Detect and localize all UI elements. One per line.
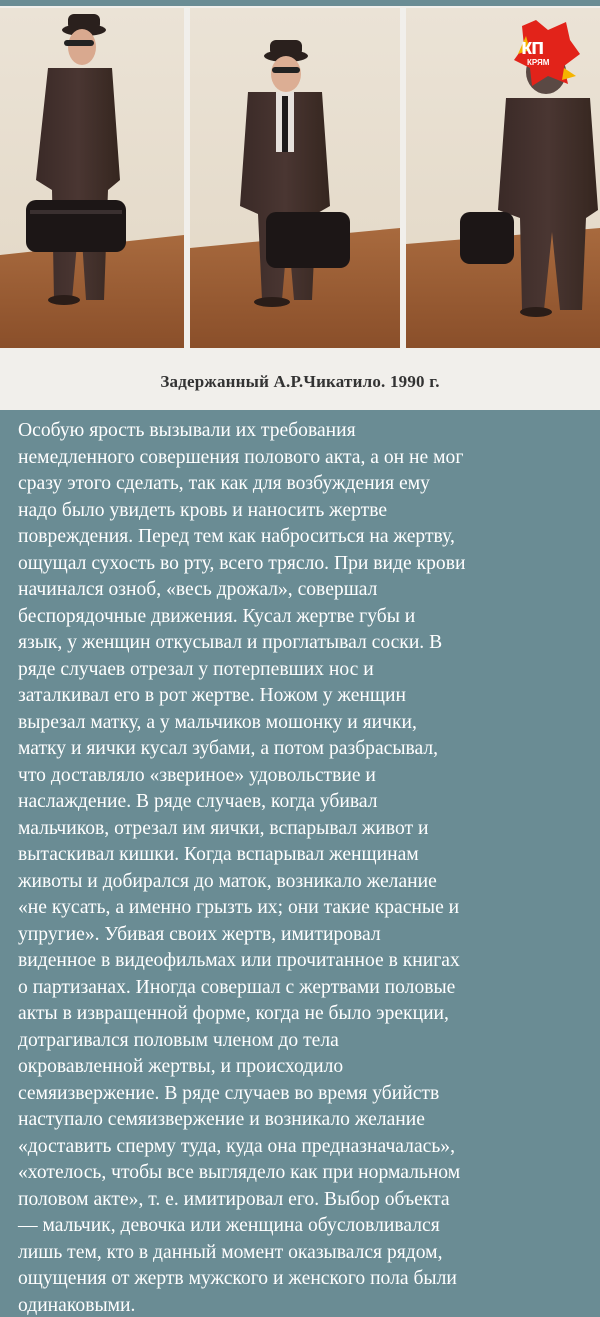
article-line: начинался озноб, «весь дрожал», совершал [18, 579, 378, 600]
article-line: «хотелось, чтобы все выглядело как при нормальном [18, 1162, 461, 1183]
article-line: «не кусать, а именно грызть их; они такие красные и [18, 897, 460, 918]
article-line: беспорядочные движения. Кусал жертве губы и [18, 605, 416, 627]
photo-caption: Задержанный А.Р.Чикатило. 1990 г. [160, 372, 440, 391]
article-line: акты в извращенной форме, когда не было эрекции, [18, 1003, 449, 1024]
article-line: вытаскивал кишки. Когда вспарывал женщинам [18, 844, 419, 865]
article-line: ряде случаев отрезал у потерпевших нос и [18, 658, 374, 680]
article-line: наслаждение. В ряде случаев, когда убивал [18, 791, 378, 812]
article-line: Особую ярость вызывали их требования [18, 420, 356, 441]
article-line: окровавленной жертвы, и происходило [18, 1056, 344, 1077]
article-line: ощущал сухость во рту, всего трясло. При виде крови [18, 552, 466, 574]
article-line: вырезал матку, а у мальчиков мошонку и яички, [18, 711, 417, 733]
article-line: язык, у женщин откусывал и проглатывал соски. В [18, 632, 443, 653]
article-line: сразу этого сделать, так как для возбуждения ему [18, 473, 430, 494]
article-line: немедленного совершения полового акта, а он не мог [18, 446, 464, 468]
photo-frame-front [0, 8, 184, 348]
article-line: заталкивал его в рот жертве. Ножом у женщин [18, 685, 406, 706]
article-line: о партизанах. Иногда совершал с жертвами половые [18, 976, 456, 998]
article-line: лишь тем, кто в данный момент оказывался рядом, [18, 1241, 443, 1263]
article-line: повреждения. Перед тем как наброситься на жертву, [18, 526, 455, 547]
article-line: одинаковыми. [18, 1294, 136, 1316]
article-line: матку и яички кусал зубами, а потом разбрасывал, [18, 738, 439, 759]
article-line: — мальчик, девочка или женщина обусловливался [18, 1215, 440, 1236]
article-line: животы и добирался до маток, возникало желание [18, 870, 437, 892]
article-line: половом акте», т. е. имитировал его. Выбор объекта [18, 1188, 450, 1210]
article-line: «доставить сперму туда, куда она предназначалась», [18, 1135, 455, 1157]
article-line: дотрагивался половым членом до тела [18, 1029, 339, 1051]
mugshot-photo [0, 0, 600, 410]
article-line: надо было увидеть кровь и наносить жертве [18, 499, 388, 521]
article-line: семяизвержение. В ряде случаев во время убийств [18, 1082, 440, 1104]
photo-frame-front-2 [190, 8, 400, 348]
logo-main-text: кп [521, 34, 544, 59]
article-line: упругие». Убивая своих жертв, имитировал [18, 923, 381, 945]
article-text [18, 418, 590, 1317]
article-line: что доставляло «звериное» удовольствие и [18, 764, 376, 786]
article-line: виденное в видеофильмах или прочитанное в книгах [18, 950, 460, 971]
article-line: мальчиков, отрезал им яички, вспарывал живот и [18, 817, 429, 839]
mugshot-triptych-image [0, 0, 600, 410]
article-line: ощущения от жертв мужского и женского пола были [18, 1268, 457, 1289]
logo-sub-text: КРЯМ [527, 58, 550, 67]
article-line: наступало семяизвержение и возникало желание [18, 1109, 425, 1130]
top-border-strip [0, 0, 600, 6]
